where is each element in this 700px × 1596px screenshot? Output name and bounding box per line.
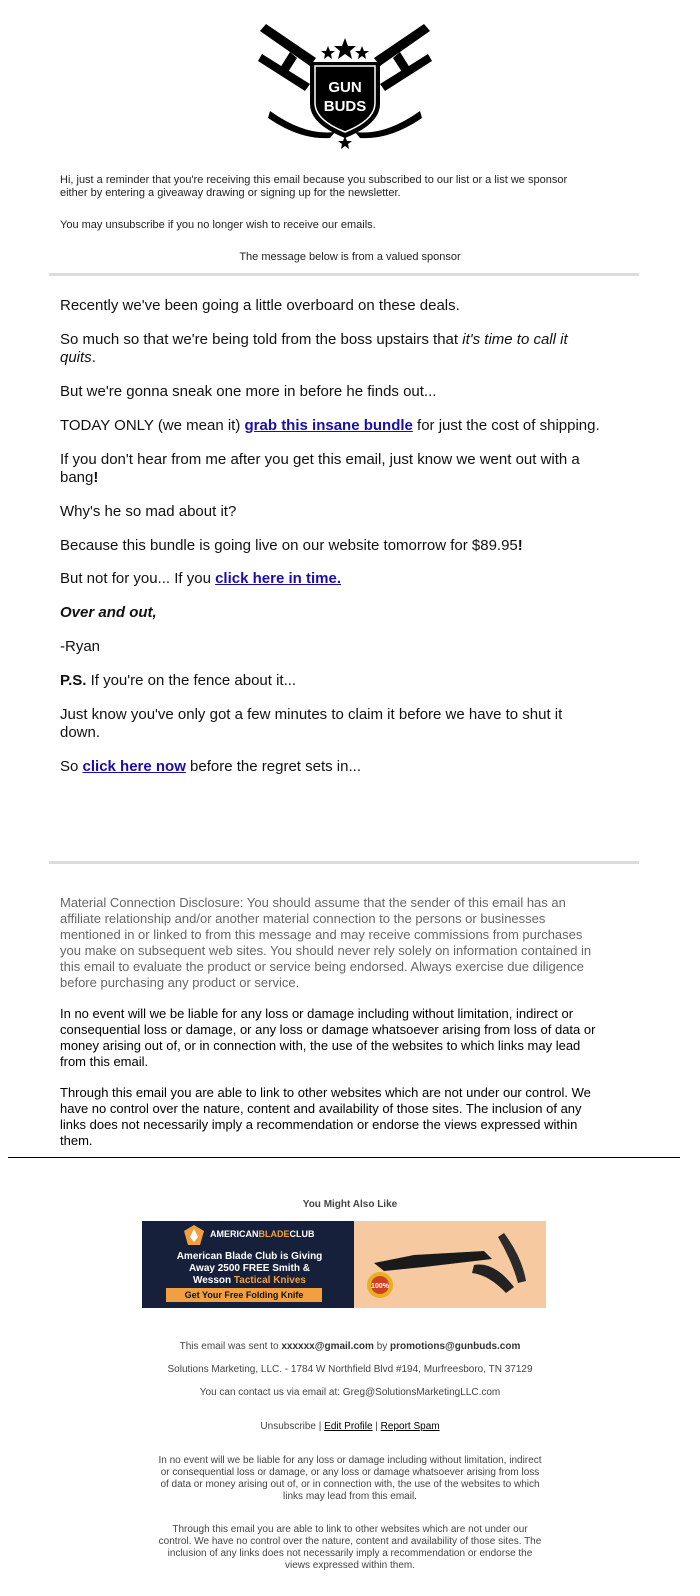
edit-profile-link[interactable]: Edit Profile [324,1421,373,1432]
material-disclosure: Material Connection Disclosure: You should assume that the sender of this email has an affiliate relationship and/or another material connection to the persons or businesses mentioned in or linked to from this message and may receive commissions from purchases you make on subsequent web sites. You should never rely solely on information contained in this email to evaluate the product or service being endorsed. Always exercise due diligence before purchasing any product or service. [60,895,592,990]
footer-links-disclaimer: Through this email you are able to link to other websites which are not under our control. We have no control over the nature, content and availability of those sites. The inclusion of any links does not necessarily imply a recommendation or endorse the views expressed within them. [158,1524,542,1571]
notice-line-1: Hi, just a reminder that you're receiving this email because you subscribed to our list or a list we sponsor [60,174,568,186]
you-might-also-like-heading: You Might Also Like [302,1199,398,1210]
message-ps: P.S. If you're on the fence about it... [60,672,297,689]
unsubscribe-note: You may unsubscribe if you no longer wish to receive our emails. [60,219,376,231]
message-p13: So click here now before the regret sets in... [60,758,361,775]
notice-line-2: either by entering a giveaway drawing or signing up for the newsletter. [60,187,401,199]
logo-text-buds: BUDS [323,98,367,115]
sent-to-line: This email was sent to xxxxxx@gmail.com by promotions@gunbuds.com [179,1341,521,1352]
blade-club-logo-icon [182,1223,206,1247]
message-signoff: Over and out, [60,604,157,621]
message-p5: If you don't hear from me after you get this email, just know we went out with a bang! [60,451,580,486]
footer-liability: In no event will we be liable for any loss or damage including without limitation, indirect or consequential loss or damage, or any loss or damage whatsoever arising from loss of data or money arising out of, or in connection with, the use of the websites to which links may lead from this email. [158,1455,542,1502]
divider-footer [8,1157,680,1158]
message-p1: Recently we've been going a little overboard on these deals. [60,297,460,314]
liability-disclaimer: In no event will we be liable for any loss or damage including without limitation, indirect or consequential loss or damage, or any loss or damage whatsoever arising from loss of data or money arising out of, or in connection with, the use of the websites to which links may lead from this email. [60,1006,596,1069]
message-p6: Why's he so mad about it? [60,503,237,520]
click-here-in-time-link[interactable]: click here in time. [215,570,341,587]
bottom-star-icon [338,136,352,149]
pistol-right-icon [374,24,432,91]
ad-cta-button[interactable]: Get Your Free Folding Knife [166,1288,322,1302]
report-spam-link[interactable]: Report Spam [380,1421,440,1432]
seal-label: 100% [371,1283,389,1290]
logo-text-gun: GUN [328,79,362,96]
divider-middle [49,861,639,864]
message-p8: But not for you... If you click here in time. [60,570,341,587]
contact-email: You can contact us via email at: Greg@SolutionsMarketingLLC.com [199,1387,501,1398]
star-icon [321,38,369,59]
click-here-now-link[interactable]: click here now [82,758,186,775]
grab-bundle-link[interactable]: grab this insane bundle [244,417,413,434]
pistol-left-icon [258,24,316,91]
company-address: Solutions Marketing, LLC. - 1784 W Northfield Blvd #194, Murfreesboro, TN 37129 [167,1364,533,1375]
american-blade-club-ad[interactable] [142,1221,546,1308]
message-signature: -Ryan [60,638,101,655]
sponsor-note: The message below is from a valued sponsor [239,251,461,263]
message-p12: Just know you've only got a few minutes to claim it before we have to shut it down. [60,706,563,741]
ad-headline: American Blade Club is Giving Away 2500 FREE Smith & Wesson Tactical Knives [176,1251,323,1286]
message-p3: But we're gonna sneak one more in before he finds out... [60,383,437,400]
folding-knife-icon [354,1221,546,1308]
ad-brand: AMERICANBLADECLUB [210,1229,315,1239]
footer-links: Unsubscribe | Edit Profile | Report Spam [260,1421,440,1432]
gunbuds-logo [250,16,440,151]
subscription-notice [60,174,640,200]
unsubscribe-text[interactable]: Unsubscribe [260,1421,316,1432]
message-p2: So much so that we're being told from the boss upstairs that it's time to call it quits. [60,331,568,366]
message-p7: Because this bundle is going live on our website tomorrow for $89.95! [60,537,523,554]
external-links-disclaimer: Through this email you are able to link to other websites which are not under our control. We have no control over the nature, content and availability of those sites. The inclusion of any links does not necessarily imply a recommendation or endorse the views expressed within them. [60,1085,591,1148]
message-p4: TODAY ONLY (we mean it) grab this insane bundle for just the cost of shipping. [60,417,600,434]
divider-top [49,273,639,276]
